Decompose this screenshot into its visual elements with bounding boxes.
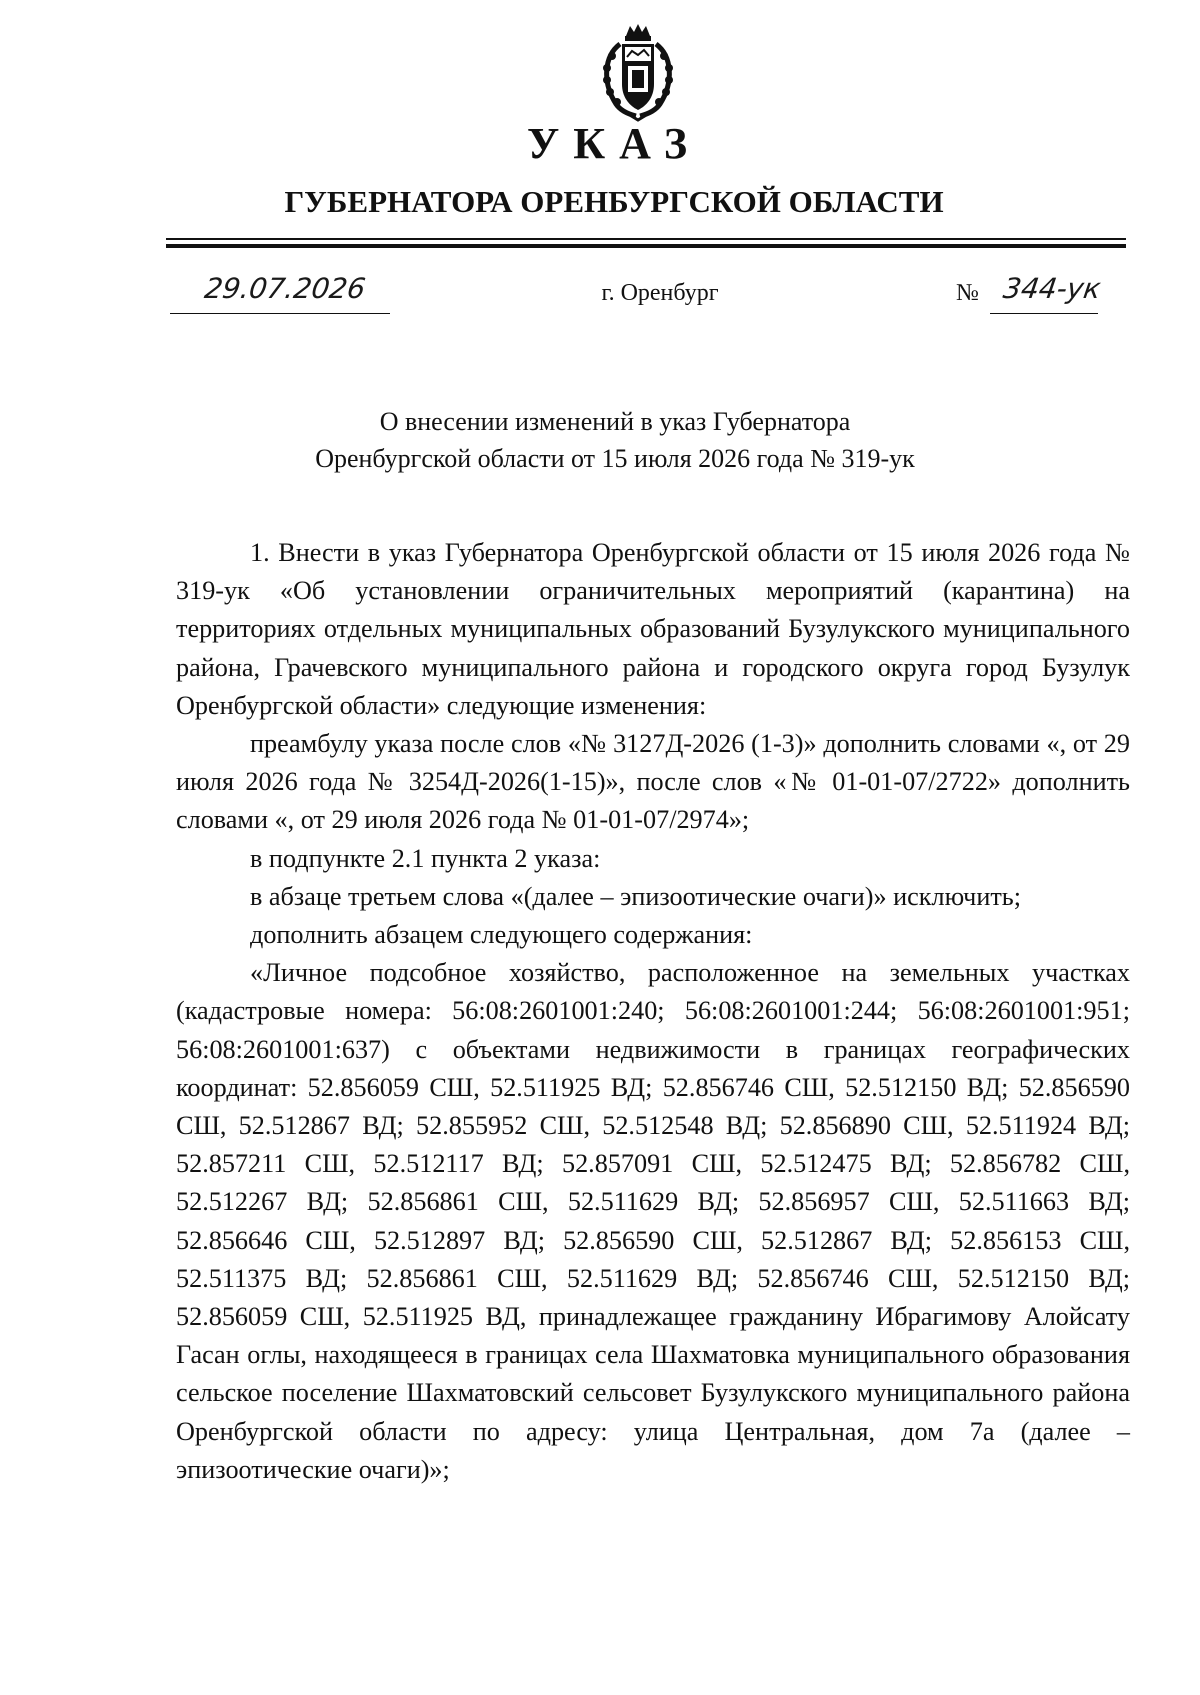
decree-body bbox=[176, 534, 1130, 1489]
decree-title: УКАЗ bbox=[526, 119, 702, 168]
number-sign: № bbox=[956, 280, 979, 306]
coat-of-arms-icon bbox=[598, 22, 678, 122]
decree-heading bbox=[0, 403, 1200, 477]
decree-issuer: ГУБЕРНАТОРА ОРЕНБУРГСКОЙ ОБЛАСТИ bbox=[284, 184, 944, 219]
body-paragraph: в подпункте 2.1 пункта 2 указа: bbox=[250, 843, 601, 873]
divider-thin bbox=[166, 238, 1126, 240]
date-underline bbox=[170, 313, 390, 314]
body-paragraph: в абзаце третьем слова «(далее – эпизоотические очаги)» исключить; bbox=[250, 881, 1021, 911]
body-paragraph: «Личное подсобное хозяйство, расположенное на земельных участках (кадастровые номера: 56:08:2601001:240; 56:08:2601001:244; 56:08:2601001:951; 56:08:2601001:637) с объектами недвижимости в границах географических координат: 52.856059 СШ, 52.511925 ВД; 52.856746 СШ, 52.512150 ВД; 52.856590 СШ, 52.512867 ВД; 52.855952 СШ, 52.512548 ВД; 52.856890 СШ, 52.511924 ВД; 52.857211 СШ, 52.512117 ВД; 52.857091 СШ, 52.512475 ВД; 52.856782 СШ, 52.512267 ВД; 52.856861 СШ, 52.511629 ВД; 52.856957 СШ, 52.511663 ВД; 52.856646 СШ, 52.512897 ВД; 52.856590 СШ, 52.512867 ВД; 52.856153 СШ, 52.511375 ВД; 52.856861 СШ, 52.511629 ВД; 52.856746 СШ, 52.512150 ВД; 52.856059 СШ, 52.511925 ВД, принадлежащее гражданину Ибрагимову Алойсату Гасан оглы, находящееся в границах села Шахматовка муниципального образования сельское поселение Шахматовский сельсовет Бузулукского муниципального района Оренбургской области по адресу: улица Центральная, дом 7а (далее – эпизоотические очаги)»; bbox=[176, 958, 1130, 1484]
body-paragraph: дополнить абзацем следующего содержания: bbox=[250, 920, 753, 950]
decree-number: 344-ук bbox=[1001, 272, 1103, 305]
body-paragraph: преамбулу указа после слов «№ 3127Д-2026 (1-3)» дополнить словами «, от 29 июля 2026 года № 3254Д-2026(1-15)», после слов «№ 01-01-07/2722» дополнить словами «, от 29 июля 2026 года № 01-01-07/2974»; bbox=[176, 729, 1130, 835]
divider-thick bbox=[166, 244, 1126, 248]
number-underline bbox=[990, 313, 1098, 314]
heading-line-1: О внесении изменений в указ Губернатора bbox=[379, 407, 851, 436]
decree-date: 29.07.2026 bbox=[202, 272, 368, 305]
decree-city: г. Оренбург bbox=[601, 280, 719, 306]
body-paragraph: 1. Внести в указ Губернатора Оренбургской области от 15 июля 2026 года № 319-ук «Об установлении ограничительных мероприятий (карантина) на территориях отдельных муниципальных образований Бузулукского муниципального района, Грачевского муниципального района и городского округа город Бузулук Оренбургской области» следующие изменения: bbox=[176, 538, 1130, 720]
heading-line-2: Оренбургской области от 15 июля 2026 года № 319-ук bbox=[315, 444, 915, 473]
